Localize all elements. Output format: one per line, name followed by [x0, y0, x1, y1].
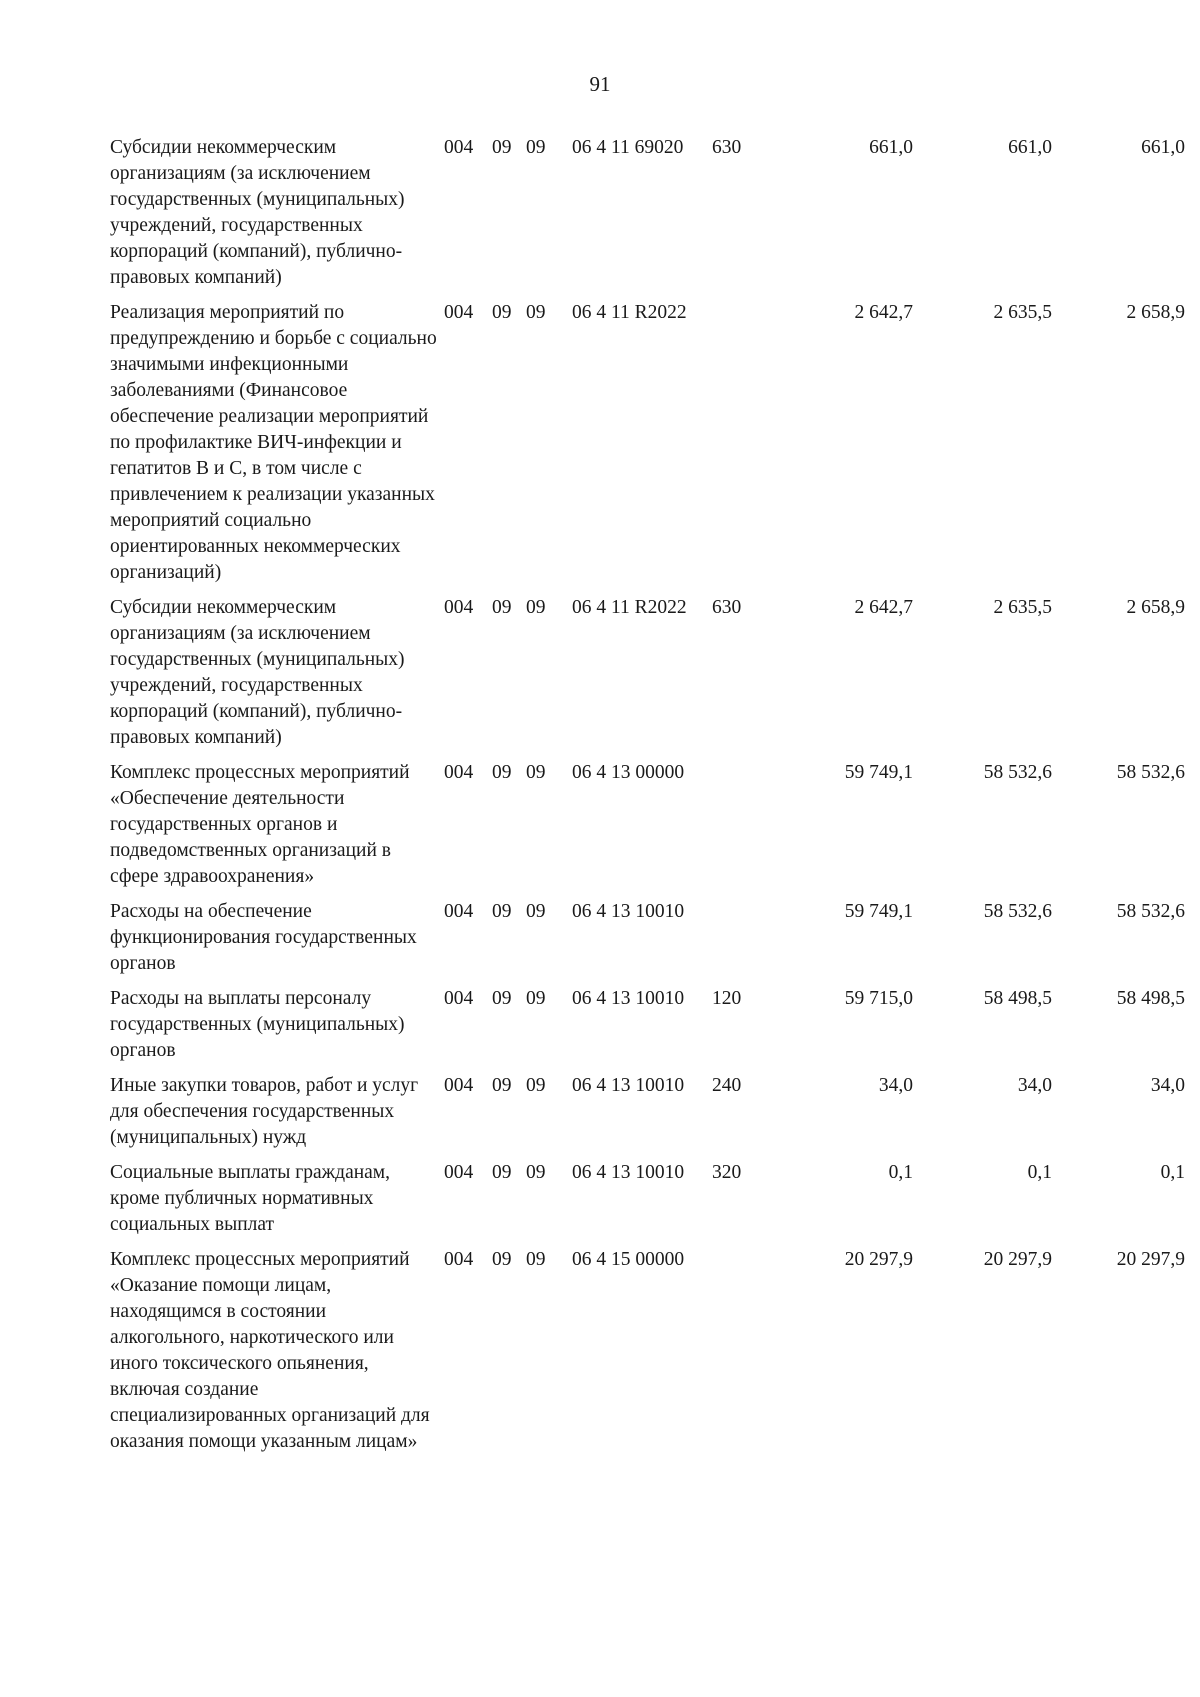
row-sum-3: 58 532,6 — [1116, 762, 1185, 783]
row-sum-1: 661,0 — [869, 137, 913, 158]
row-csr: 06 4 15 00000 — [572, 1249, 685, 1270]
row-sum-3: 0,1 — [1160, 1162, 1185, 1183]
row-vr: 630 — [712, 137, 742, 158]
row-sum-1: 2 642,7 — [854, 302, 913, 323]
row-sum-3: 58 532,6 — [1116, 901, 1185, 922]
row-ved: 004 — [444, 1162, 474, 1183]
row-name: Реализация мероприятий по предупреждению и борьбе с социально значимыми инфекционными заболеваниями (Финансовое обеспечение реализации мероприятий по профилактике ВИЧ-инфекции и гепатитов В и С, в том числе с привлечением к реализации указанных мероприятий социально ориентированных некоммерческих организаций) — [110, 302, 437, 583]
row-pr: 09 — [526, 901, 546, 922]
row-sum-1: 2 642,7 — [854, 597, 913, 618]
row-csr: 06 4 13 00000 — [572, 762, 685, 783]
row-sum-2: 661,0 — [1008, 137, 1052, 158]
row-ved: 004 — [444, 137, 474, 158]
row-vr: 630 — [712, 597, 742, 618]
row-sum-3: 2 658,9 — [1126, 597, 1185, 618]
page-number: 91 — [589, 72, 611, 96]
budget-table — [110, 135, 1185, 1464]
row-vr: 320 — [712, 1162, 742, 1183]
row-sum-2: 0,1 — [1027, 1162, 1052, 1183]
row-csr: 06 4 13 10010 — [572, 901, 685, 922]
row-sum-3: 661,0 — [1141, 137, 1185, 158]
row-sum-2: 34,0 — [1017, 1075, 1052, 1096]
row-ved: 004 — [444, 901, 474, 922]
row-csr: 06 4 13 10010 — [572, 1075, 685, 1096]
row-csr: 06 4 11 69020 — [572, 137, 684, 158]
row-sum-2: 58 498,5 — [983, 988, 1052, 1009]
row-name: Расходы на обеспечение функционирования государственных органов — [110, 901, 417, 974]
row-pr: 09 — [526, 1249, 546, 1270]
row-rz: 09 — [492, 901, 512, 922]
row-sum-3: 34,0 — [1150, 1075, 1185, 1096]
row-pr: 09 — [526, 762, 546, 783]
row-sum-1: 59 749,1 — [844, 901, 913, 922]
row-name: Иные закупки товаров, работ и услуг для обеспечения государственных (муниципальных) нужд — [110, 1075, 419, 1148]
table-row — [110, 1073, 1185, 1160]
row-vr — [712, 760, 772, 899]
row-vr: 120 — [712, 988, 742, 1009]
row-pr: 09 — [526, 302, 546, 323]
row-vr — [712, 1247, 772, 1464]
row-name: Субсидии некоммерческим организациям (за исключением государственных (муниципальных) учреждений, государственных корпораций (компаний), публично-правовых компаний) — [110, 137, 405, 288]
row-rz: 09 — [492, 302, 512, 323]
table-row — [110, 1247, 1185, 1464]
table-row — [110, 595, 1185, 760]
row-name: Комплекс процессных мероприятий «Оказание помощи лицам, находящимся в состоянии алкогольного, наркотического или иного токсического опьянения, включая создание специализированных организаций для оказания помощи указанным лицам» — [110, 1249, 430, 1452]
row-rz: 09 — [492, 1075, 512, 1096]
row-ved: 004 — [444, 302, 474, 323]
row-sum-2: 2 635,5 — [993, 302, 1052, 323]
row-sum-1: 59 715,0 — [844, 988, 913, 1009]
row-sum-3: 58 498,5 — [1116, 988, 1185, 1009]
row-ved: 004 — [444, 597, 474, 618]
row-name: Субсидии некоммерческим организациям (за исключением государственных (муниципальных) учреждений, государственных корпораций (компаний), публично-правовых компаний) — [110, 597, 405, 748]
row-sum-1: 20 297,9 — [844, 1249, 913, 1270]
row-pr: 09 — [526, 597, 546, 618]
row-name: Социальные выплаты гражданам, кроме публичных нормативных социальных выплат — [110, 1162, 391, 1235]
row-name: Комплекс процессных мероприятий «Обеспечение деятельности государственных органов и подведомственных организаций в сфере здравоохранения» — [110, 762, 410, 887]
table-row — [110, 899, 1185, 986]
row-rz: 09 — [492, 597, 512, 618]
row-rz: 09 — [492, 1249, 512, 1270]
row-rz: 09 — [492, 988, 512, 1009]
row-sum-1: 34,0 — [878, 1075, 913, 1096]
row-csr: 06 4 11 R2022 — [572, 302, 687, 323]
row-rz: 09 — [492, 762, 512, 783]
row-vr — [712, 899, 772, 986]
table-row — [110, 1160, 1185, 1247]
row-sum-2: 58 532,6 — [983, 762, 1052, 783]
row-pr: 09 — [526, 137, 546, 158]
row-sum-3: 20 297,9 — [1116, 1249, 1185, 1270]
row-name: Расходы на выплаты персоналу государственных (муниципальных) органов — [110, 988, 405, 1061]
table-row — [110, 986, 1185, 1073]
row-csr: 06 4 13 10010 — [572, 1162, 685, 1183]
row-ved: 004 — [444, 762, 474, 783]
row-rz: 09 — [492, 1162, 512, 1183]
row-sum-1: 0,1 — [888, 1162, 913, 1183]
row-sum-2: 20 297,9 — [983, 1249, 1052, 1270]
row-ved: 004 — [444, 1249, 474, 1270]
table-row — [110, 300, 1185, 595]
row-sum-2: 58 532,6 — [983, 901, 1052, 922]
row-pr: 09 — [526, 1075, 546, 1096]
table-row — [110, 760, 1185, 899]
row-sum-2: 2 635,5 — [993, 597, 1052, 618]
row-csr: 06 4 13 10010 — [572, 988, 685, 1009]
row-vr: 240 — [712, 1075, 742, 1096]
row-sum-1: 59 749,1 — [844, 762, 913, 783]
row-sum-3: 2 658,9 — [1126, 302, 1185, 323]
row-ved: 004 — [444, 988, 474, 1009]
row-rz: 09 — [492, 137, 512, 158]
row-vr — [712, 300, 772, 595]
table-body — [110, 135, 1185, 1464]
row-csr: 06 4 11 R2022 — [572, 597, 687, 618]
table-row — [110, 135, 1185, 300]
row-ved: 004 — [444, 1075, 474, 1096]
row-pr: 09 — [526, 1162, 546, 1183]
row-pr: 09 — [526, 988, 546, 1009]
